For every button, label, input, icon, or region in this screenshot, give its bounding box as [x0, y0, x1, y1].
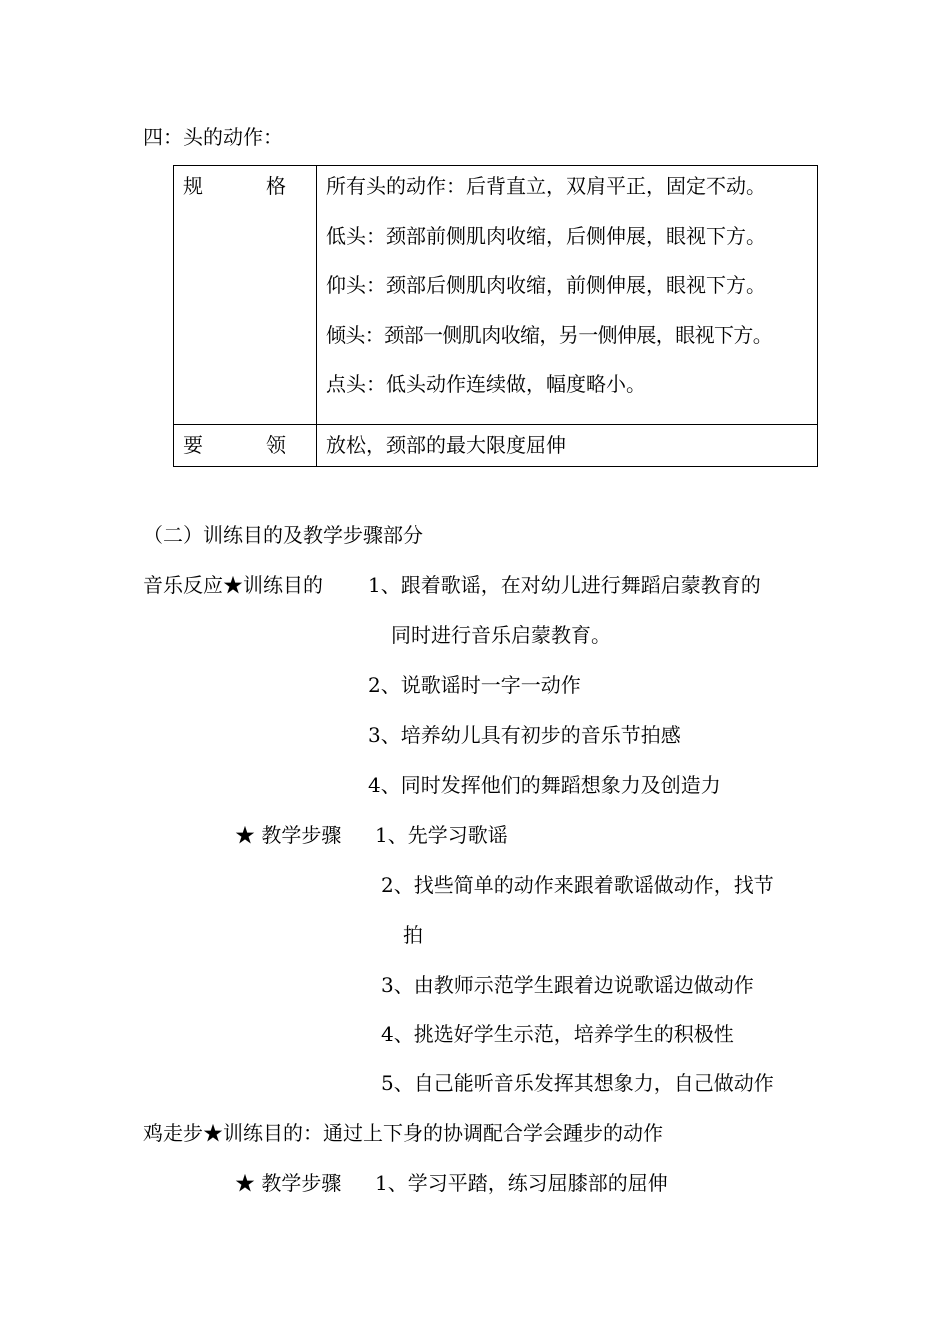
chicken-walk-line: 鸡走步★训练目的：通过上下身的协调配合学会踵步的动作 [143, 1121, 663, 1145]
music-goal: 1、跟着歌谣，在对幼儿进行舞蹈启蒙教育的 [368, 573, 761, 597]
spec-line: 倾头：颈部一侧肌肉收缩，另一侧伸展，眼视下方。 [326, 322, 773, 347]
music-goal: 4、同时发挥他们的舞蹈想象力及创造力 [368, 773, 721, 797]
spec-line: 仰头：颈部后侧肌肉收缩，前侧伸展，眼视下方。 [326, 273, 766, 297]
music-steps-label: ★ 教学步骤 [235, 823, 342, 847]
music-step: 5、自己能听音乐发挥其想象力，自己做动作 [381, 1071, 774, 1095]
label-char: 格 [266, 174, 286, 198]
music-step: 2、找些简单的动作来跟着歌谣做动作，找节 [381, 873, 774, 897]
music-step: 3、由教师示范学生跟着边说歌谣边做动作 [381, 973, 754, 997]
table-content-cell [317, 424, 818, 467]
table-content-cell [317, 166, 818, 425]
table-row [174, 424, 818, 467]
music-goal: 2、说歌谣时一字一动作 [368, 673, 581, 697]
label-char: 要 [183, 432, 203, 457]
section-heading: 四：头的动作： [143, 125, 283, 149]
spec-line: 点头：低头动作连续做，幅度略小。 [326, 372, 646, 396]
music-step: 拍 [403, 923, 423, 947]
label-char: 规 [183, 174, 203, 198]
music-goal: 同时进行音乐启蒙教育。 [391, 623, 611, 647]
chicken-steps-label: ★ 教学步骤 [235, 1171, 342, 1195]
table-label-cell [174, 166, 317, 425]
head-movement-table [173, 165, 818, 467]
spec-line: 所有头的动作：后背直立，双肩平正，固定不动。 [326, 174, 766, 198]
music-title: 音乐反应★训练目的 [143, 573, 323, 597]
music-step: 4、挑选好学生示范，培养学生的积极性 [381, 1022, 734, 1046]
music-goal: 3、培养幼儿具有初步的音乐节拍感 [368, 723, 681, 747]
table-row [174, 166, 818, 425]
essentials-text: 放松，颈部的最大限度屈伸 [326, 432, 566, 457]
music-step: 1、先学习歌谣 [375, 823, 508, 847]
chicken-step: 1、学习平踏，练习屈膝部的屈伸 [375, 1171, 668, 1195]
part-heading: （二）训练目的及教学步骤部分 [143, 523, 423, 547]
table-label-cell [174, 424, 317, 467]
label-char: 领 [266, 432, 286, 457]
spec-line: 低头：颈部前侧肌肉收缩，后侧伸展，眼视下方。 [326, 223, 766, 248]
